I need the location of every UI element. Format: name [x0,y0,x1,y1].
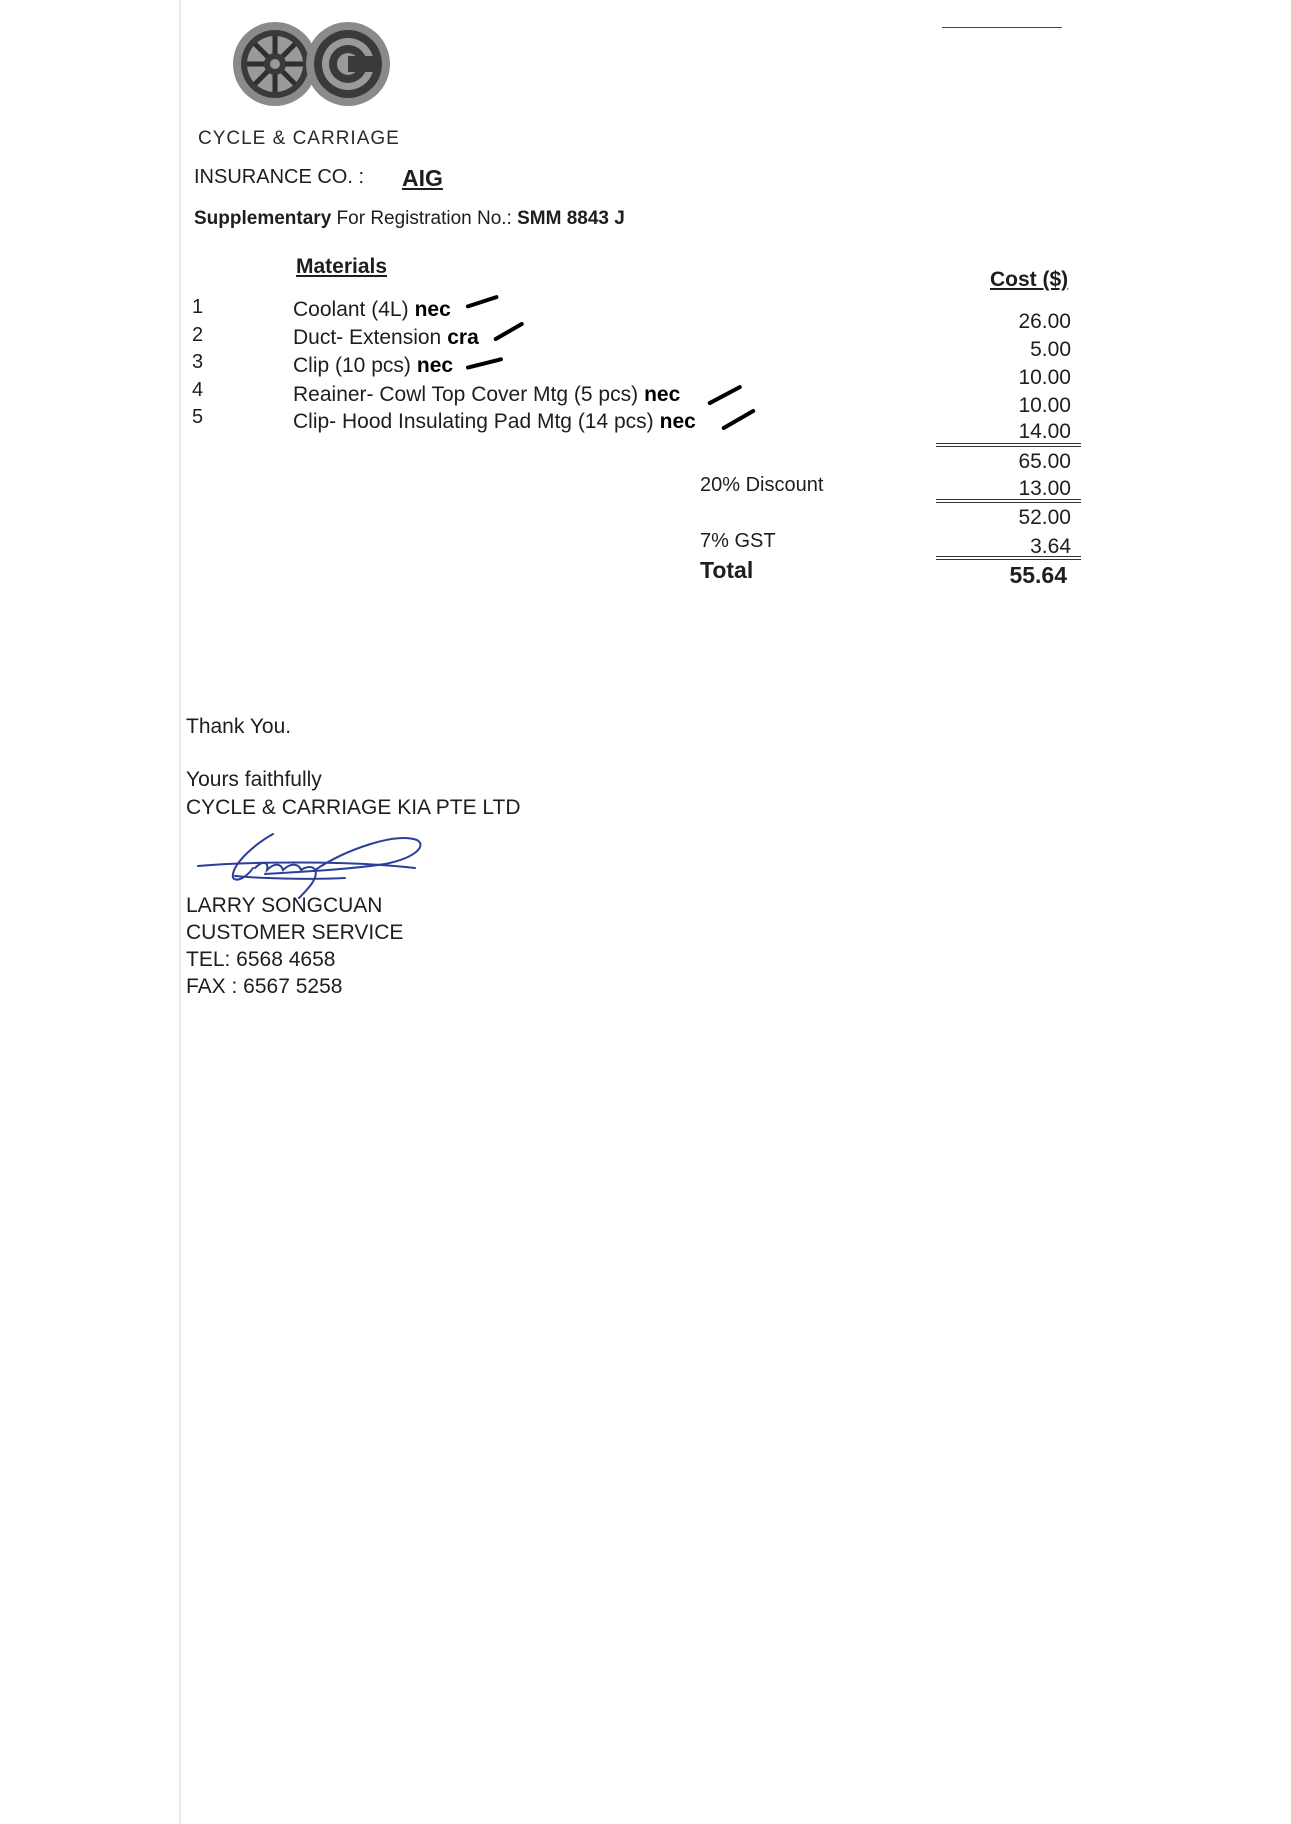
subtotal-amount: 65.00 [1018,450,1071,473]
telephone-number: TEL: 6568 4658 [186,948,336,971]
total-double-rule [936,556,1081,560]
item-description [293,298,451,322]
signatory-department: CUSTOMER SERVICE [186,921,404,944]
tick-mark [707,384,742,405]
gst-amount: 3.64 [1030,535,1071,558]
item-code: nec [414,298,451,321]
item-code: nec [416,354,454,377]
discount-label: 20% Discount [700,474,824,496]
company-name: CYCLE & CARRIAGE KIA PTE LTD [186,796,521,819]
subtotal-double-rule [936,443,1081,447]
item-desc-text: Clip- Hood Insulating Pad Mtg (14 pcs) [293,410,654,433]
insurance-value: AIG [402,165,443,191]
item-cost: 26.00 [1018,310,1071,333]
item-cost: 5.00 [1030,338,1071,361]
registration-line [194,208,625,230]
tick-mark [493,321,524,341]
item-desc-text: Reainer- Cowl Top Cover Mtg (5 pcs) [293,383,639,406]
top-right-rule [942,27,1062,28]
item-cost: 14.00 [1018,420,1071,443]
tick-mark [466,357,504,370]
item-description [293,326,479,350]
after-discount-amount: 52.00 [1018,506,1071,529]
materials-header: Materials [296,255,388,278]
discount-amount: 13.00 [1018,477,1071,500]
cost-header: Cost ($) [990,268,1069,291]
registration-label: For Registration No.: [336,208,512,229]
signatory-name: LARRY SONGCUAN [186,894,383,917]
item-description [293,410,696,434]
brand-name: CYCLE & CARRIAGE [198,128,400,149]
total-amount: 55.64 [1009,562,1067,588]
company-logo [230,12,395,118]
signature [195,822,425,902]
gst-label: 7% GST [700,530,776,552]
item-number: 1 [192,296,204,318]
thank-you-text: Thank You. [186,715,292,738]
page-margin-line [179,0,181,1824]
item-desc-text: Coolant (4L) [293,298,409,321]
tick-mark [465,295,499,309]
item-number: 4 [192,379,204,401]
item-desc-text: Clip (10 pcs) [293,354,411,377]
item-number: 3 [192,351,204,373]
item-cost: 10.00 [1018,394,1071,417]
item-code: nec [659,410,696,433]
total-label: Total [700,557,754,583]
fax-number: FAX : 6567 5258 [186,975,343,998]
item-cost: 10.00 [1018,366,1071,389]
item-number: 2 [192,324,204,346]
item-code: nec [644,383,681,406]
item-desc-text: Duct- Extension [293,326,442,349]
supplementary-label: Supplementary [194,208,332,229]
item-code: cra [447,326,479,349]
insurance-label: INSURANCE CO. : [194,166,365,188]
item-description [293,354,453,378]
registration-value: SMM 8843 J [517,208,625,229]
item-description [293,383,680,407]
discount-double-rule [936,499,1081,503]
tick-mark [721,408,756,430]
item-number: 5 [192,406,204,428]
yours-faithfully-text: Yours faithfully [186,768,322,791]
